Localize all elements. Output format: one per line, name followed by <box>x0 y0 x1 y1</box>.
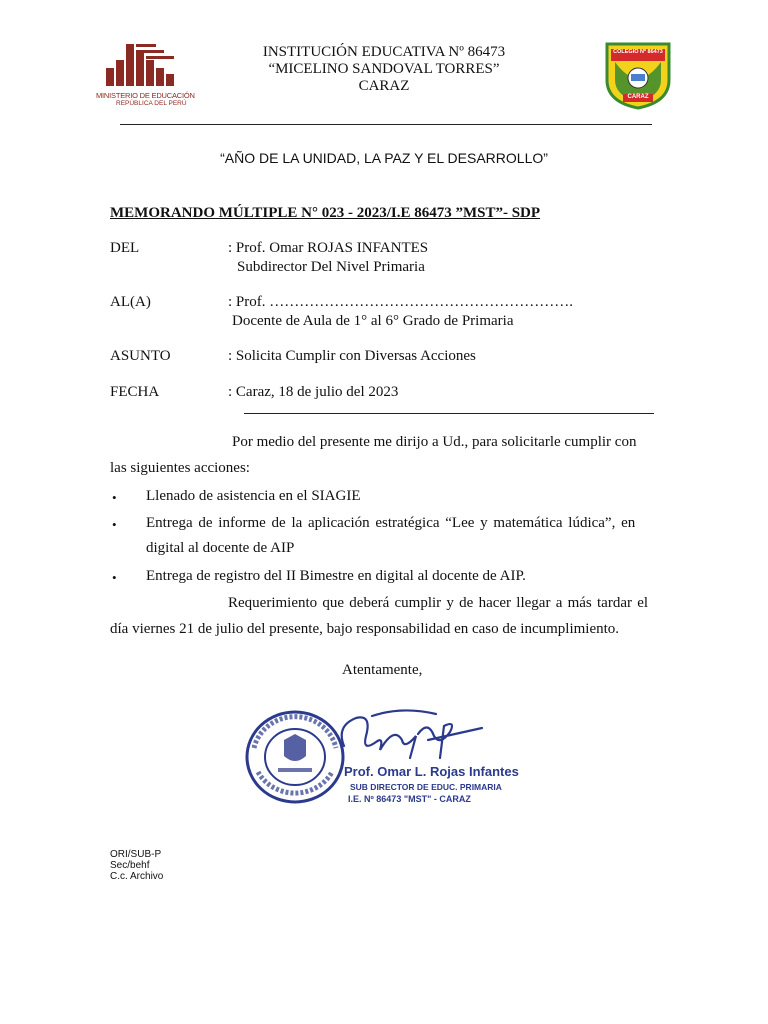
shield-band-top: COLEGIO Nº 86473 <box>613 49 663 55</box>
school-full-name: “MICELINO SANDOVAL TORRES” <box>268 61 500 77</box>
closing-line-2: día viernes 21 de julio del presente, bajo responsabilidad en caso de incumplimiento. <box>110 621 620 637</box>
bullet-dot-3: • <box>112 570 117 585</box>
official-seal <box>244 708 346 806</box>
school-shield-logo <box>603 40 673 110</box>
del-label: DEL <box>110 240 140 256</box>
al-label: AL(A) <box>110 294 151 310</box>
farewell: Atentamente, <box>342 662 423 678</box>
asunto-label: ASUNTO <box>110 348 171 364</box>
ref-copy: C.c. Archivo <box>110 871 164 882</box>
stamp-name: Prof. Omar L. Rojas Infantes <box>344 764 519 779</box>
stamp-school: I.E. Nº 86473 "MST" - CARAZ <box>348 794 471 804</box>
fecha-value: : Caraz, 18 de julio del 2023 <box>228 384 399 400</box>
ministry-logo-line1: MINISTERIO DE EDUCACIÓN <box>96 91 195 100</box>
ref-origin: ORI/SUB-P <box>110 849 162 860</box>
bullet-1: Llenado de asistencia en el SIAGIE <box>146 488 361 504</box>
bullet-dot-1: • <box>112 490 117 505</box>
bullet-3: Entrega de registro del II Bimestre en digital al docente de AIP. <box>146 568 526 584</box>
fields-divider <box>244 413 654 414</box>
fecha-label: FECHA <box>110 384 160 400</box>
intro-line-2: las siguientes acciones: <box>110 460 250 476</box>
ref-secretary: Sec/behf <box>110 860 150 871</box>
bullet-2-line-1: Entrega de informe de la aplicación estratégica “Lee y matemática lúdica”, en <box>146 515 636 531</box>
intro-line-1: Por medio del presente me dirijo a Ud., para solicitarle cumplir con <box>232 434 637 450</box>
school-city: CARAZ <box>358 78 410 94</box>
header-divider <box>120 124 652 125</box>
ministry-logo-line2: REPÚBLICA DEL PERÚ <box>116 100 187 107</box>
memo-title: MEMORANDO MÚLTIPLE N° 023 - 2023/I.E 86473 ”MST”- SDP <box>110 205 541 221</box>
del-role: Subdirector Del Nivel Primaria <box>237 259 425 275</box>
al-value: : Prof. ……………………………………………………. <box>228 294 573 310</box>
del-value: : Prof. Omar ROJAS INFANTES <box>228 240 429 256</box>
stamp-role: SUB DIRECTOR DE EDUC. PRIMARIA <box>350 782 502 792</box>
closing-line-1: Requerimiento que deberá cumplir y de hacer llegar a más tardar el <box>228 595 649 611</box>
bullet-2-line-2: digital al docente de AIP <box>146 540 295 556</box>
school-name: INSTITUCIÓN EDUCATIVA Nº 86473 <box>262 44 506 60</box>
asunto-value: : Solicita Cumplir con Diversas Acciones <box>228 348 476 364</box>
signature-stamp <box>232 702 532 812</box>
handwritten-signature <box>332 706 492 766</box>
al-role: Docente de Aula de 1° al 6° Grado de Primaria <box>232 313 514 329</box>
shield-band-bottom: CARAZ <box>627 94 649 100</box>
year-motto: “AÑO DE LA UNIDAD, LA PAZ Y EL DESARROLLO” <box>220 150 548 166</box>
bullet-dot-2: • <box>112 517 117 532</box>
